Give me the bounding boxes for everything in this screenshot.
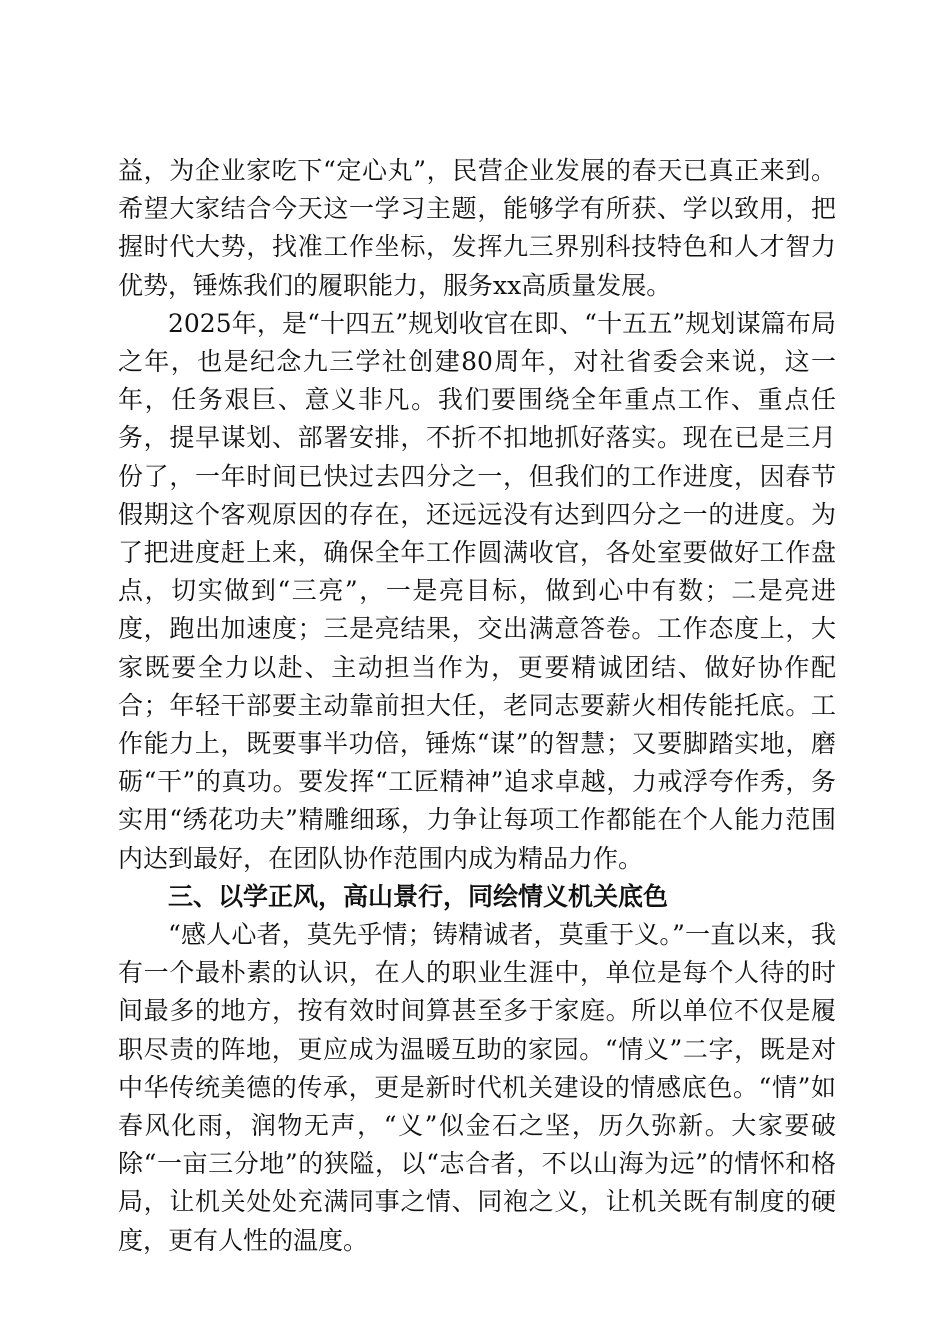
document-body xyxy=(118,152,836,1260)
paragraph-2025-tasks: 2025年，是“十四五”规划收官在即、“十五五”规划谋篇布局之年，也是纪念九三学社创建80周年，对社省委会来说，这一年，任务艰巨、意义非凡。我们要围绕全年重点工作、重点任务，提早谋划、部署安排，不折不扣地抓好落实。现在已是三月份了，一年时间已快过去四分之一，但我们的工作进度，因春节假期这个客观原因的存在，还远远没有达到四分之一的进度。为了把进度赶上来，确保全年工作圆满收官，各处室要做好工作盘点，切实做到“三亮”，一是亮目标，做到心中有数；二是亮进度，跑出加速度；三是亮结果，交出满意答卷。工作态度上，大家既要全力以赴、主动担当作为，更要精诚团结、做好协作配合；年轻干部要主动靠前担大任，老同志要薪火相传能托底。工作能力上，既要事半功倍，锤炼“谋”的智慧；又要脚踏实地，磨砺“干”的真功。要发挥“工匠精神”追求卓越，力戒浮夸作秀，务实用“绣花功夫”精雕细琢，力争让每项工作都能在个人能力范围内达到最好，在团队协作范围内成为精品力作。 xyxy=(118,308,836,873)
section-heading-three: 三、以学正风，高山景行，同绘情义机关底色 xyxy=(168,881,669,911)
paragraph-qingyi: “感人心者，莫先乎情；铸精诚者，莫重于义。”一直以来，我有一个最朴素的认识，在人的职业生涯中，单位是每个人待的时间最多的地方，按有效时间算甚至多于家庭。所以单位不仅是履职尽责的阵地，更应成为温暖互助的家园。“情义”二字，既是对中华传统美德的传承，更是新时代机关建设的情感底色。“情”如春风化雨，润物无声，“义”似金石之坚，历久弥新。大家要破除“一亩三分地”的狭隘，以“志合者，不以山海为远”的情怀和格局，让机关处处充满同事之情、同袍之义，让机关既有制度的硬度，更有人性的温度。 xyxy=(118,920,836,1255)
paragraph-continuation: 益，为企业家吃下“定心丸”，民营企业发展的春天已真正来到。希望大家结合今天这一学习主题，能够学有所获、学以致用，把握时代大势，找准工作坐标，发挥九三界别科技特色和人才智力优势，锤炼我们的履职能力，服务xx高质量发展。 xyxy=(118,156,836,300)
